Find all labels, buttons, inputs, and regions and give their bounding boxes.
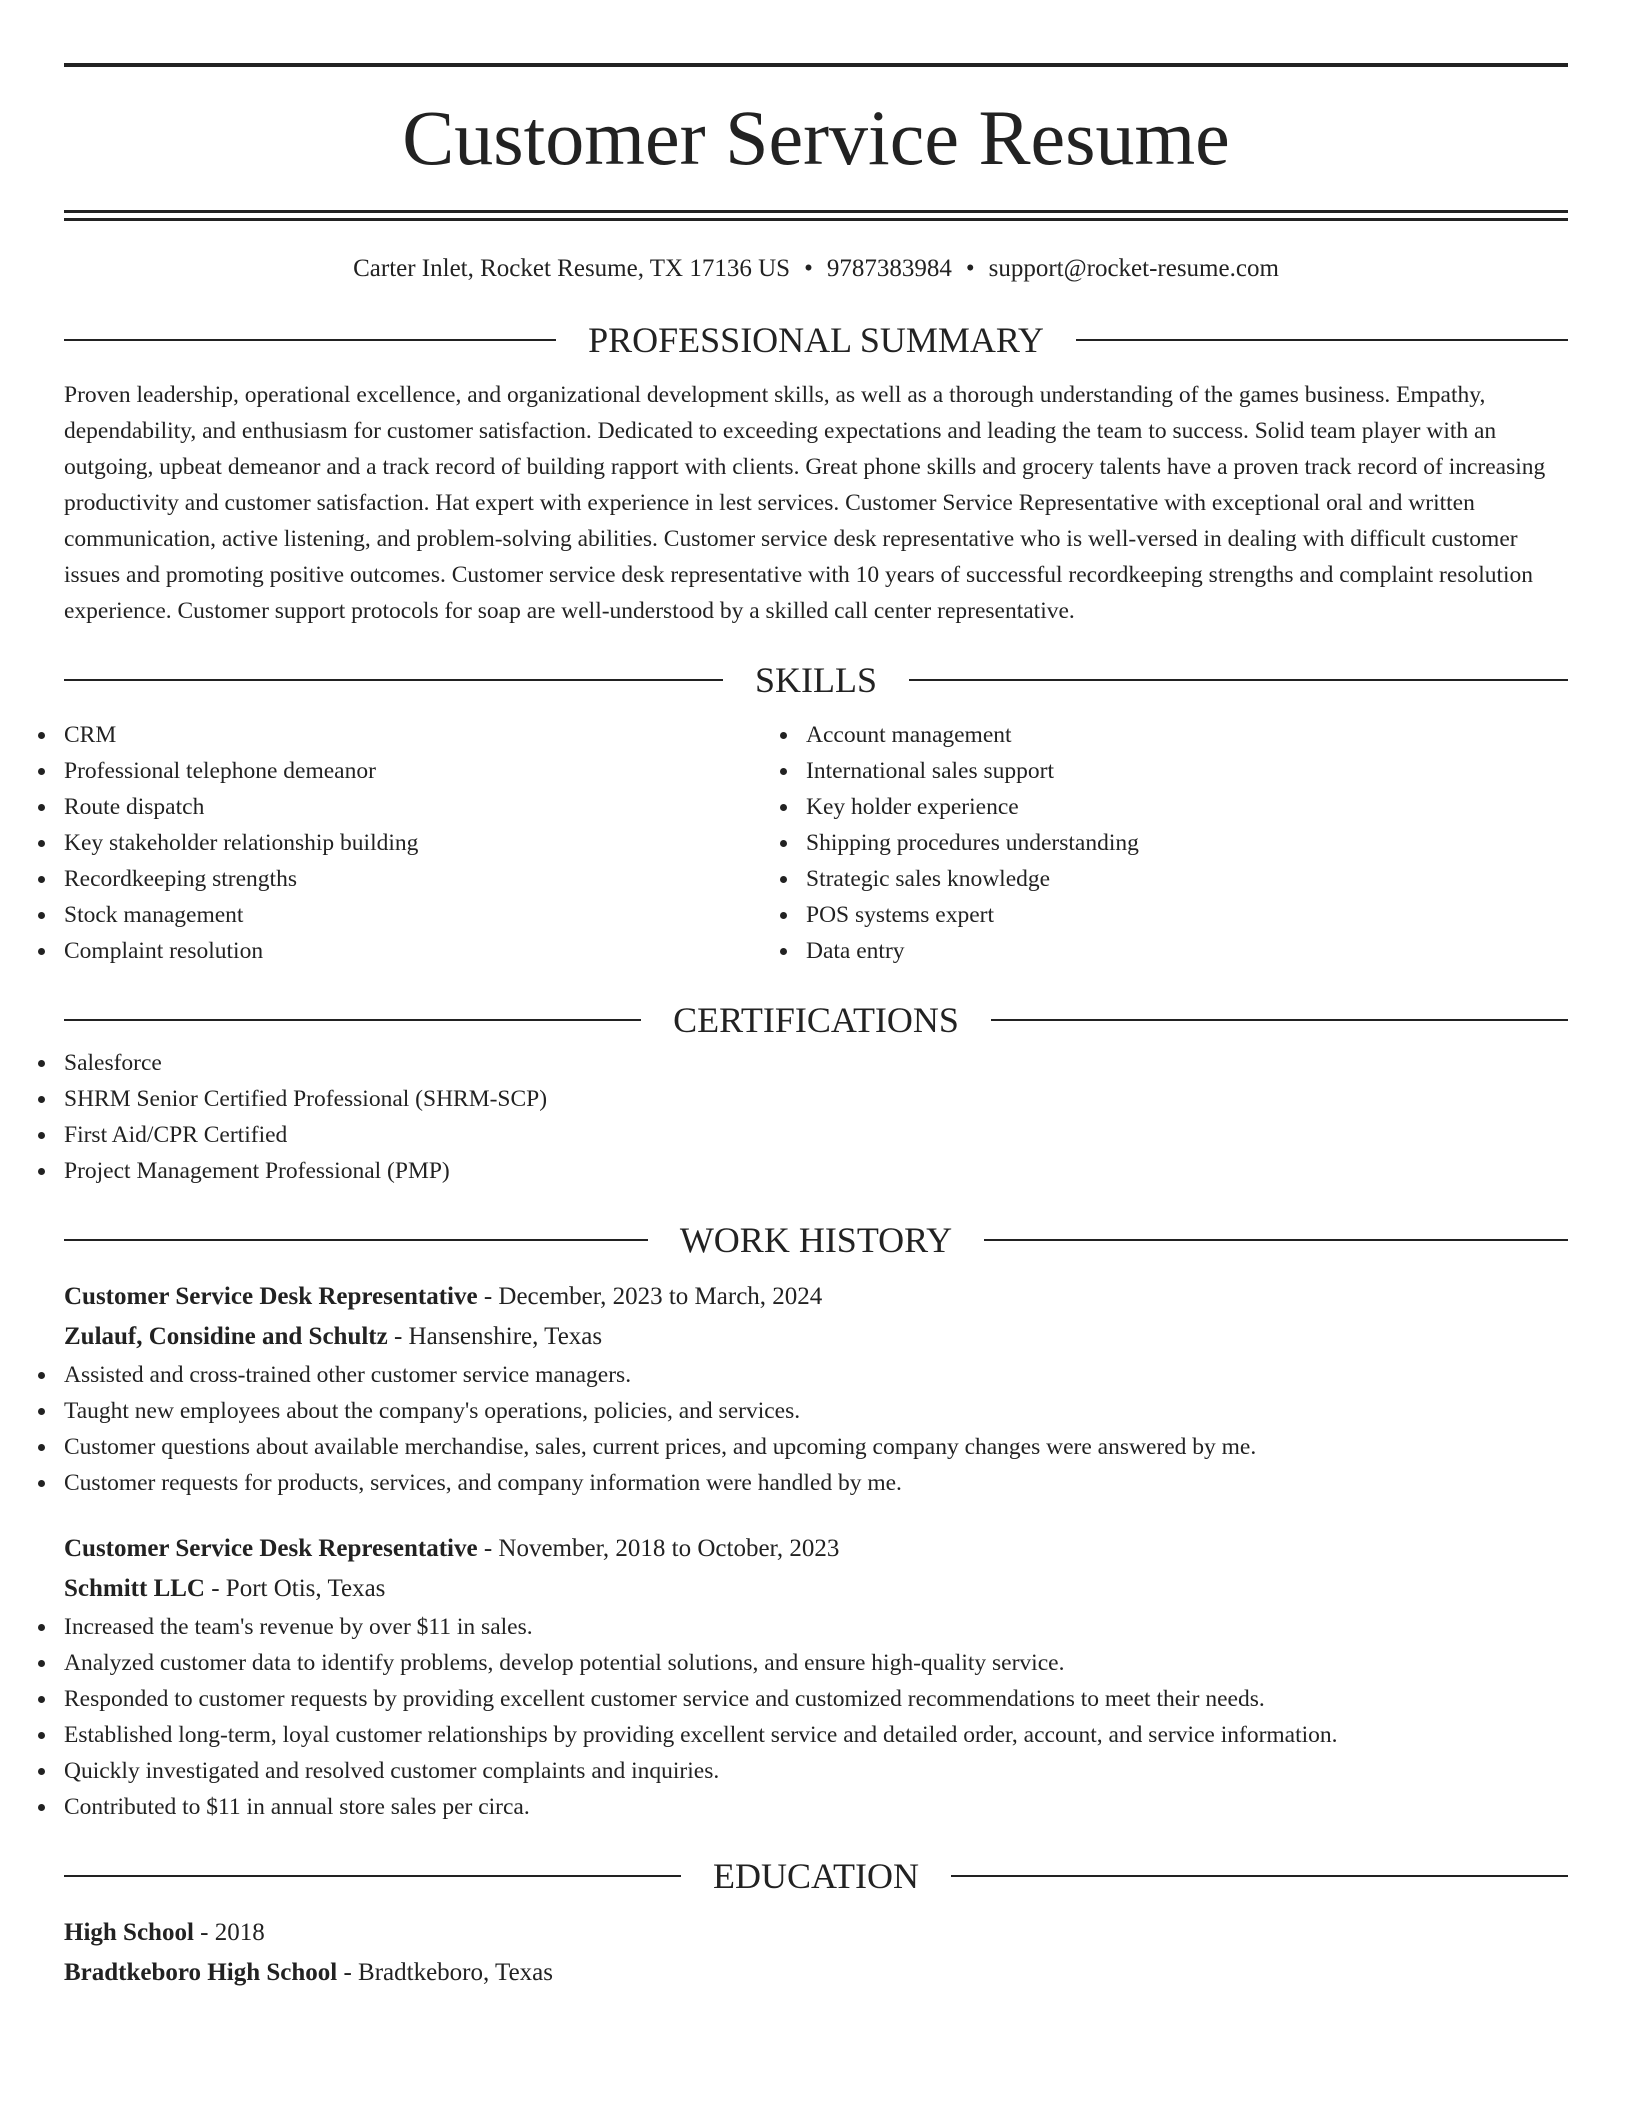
resume-page — [64, 0, 1568, 1993]
certification-item: Salesforce — [64, 1045, 1568, 1081]
certifications-list — [64, 1045, 1568, 1189]
job-company: Zulauf, Considine and Schultz — [64, 1323, 388, 1350]
job-duties-list — [64, 1609, 1568, 1825]
job-title: Customer Service Desk Representative — [64, 1535, 478, 1562]
section-heading-education — [64, 1851, 1568, 1901]
contact-line — [64, 251, 1568, 287]
skill-item: Complaint resolution — [64, 933, 806, 969]
skill-item: Data entry — [806, 933, 1548, 969]
job-title-line — [64, 1529, 1568, 1569]
section-title: WORK HISTORY — [679, 1220, 953, 1260]
education-degree-line — [64, 1913, 1568, 1953]
job-title-line — [64, 1277, 1568, 1317]
education-location: - Bradtkeboro, Texas — [337, 1959, 553, 1986]
contact-email[interactable]: support@rocket-resume.com — [988, 255, 1279, 282]
job-duties-list — [64, 1357, 1568, 1501]
job-dates: - November, 2018 to October, 2023 — [477, 1535, 840, 1562]
education-entry — [64, 1913, 1568, 1993]
header-bottom-rule-second — [64, 218, 1568, 221]
skill-item: Shipping procedures understanding — [806, 825, 1548, 861]
job-duty: Customer requests for products, services, and company information were handled by me. — [64, 1465, 1568, 1501]
heading-rule-right — [1076, 339, 1568, 341]
job-company-line — [64, 1317, 1568, 1357]
job-duty: Quickly investigated and resolved customer complaints and inquiries. — [64, 1753, 1568, 1789]
education-year: - 2018 — [193, 1919, 265, 1946]
summary-text: Proven leadership, operational excellence, and organizational development skills, as well as a thorough understanding of the games business. Empathy, dependability, and enthusiasm for customer satisfaction. Dedicated to exceeding expectations and leading the team to success. Solid team player with an outgoing, upbeat demeanor and a track record of building rapport with clients. Great phone skills and grocery talents have a proven track record of increasing productivity and customer satisfaction. Hat expert with experience in lest services. Customer Service Representative with exceptional oral and written communication, active listening, and problem-solving abilities. Customer service desk representative who is well-versed in dealing with difficult customer issues and promoting positive outcomes. Customer service desk representative with 10 years of successful recordkeeping strengths and complaint resolution experience. Customer support protocols for soap are well-understood by a skilled call center representative. — [64, 382, 1546, 624]
job-company-line — [64, 1569, 1568, 1609]
heading-rule-right — [991, 1019, 1568, 1021]
contact-phone: 9787383984 — [826, 255, 952, 282]
skill-item: POS systems expert — [806, 897, 1548, 933]
skill-item: Professional telephone demeanor — [64, 753, 806, 789]
contact-separator: • — [804, 255, 813, 282]
skill-item: CRM — [64, 717, 806, 753]
job-duty: Customer questions about available merchandise, sales, current prices, and upcoming company changes were answered by me. — [64, 1429, 1568, 1465]
job-duty: Established long-term, loyal customer relationships by providing excellent service and detailed order, account, and service information. — [64, 1717, 1568, 1753]
job-duty: Contributed to $11 in annual store sales per circa. — [64, 1789, 1568, 1825]
job-location: - Port Otis, Texas — [204, 1575, 386, 1602]
education-school-line — [64, 1953, 1568, 1993]
skill-item: Strategic sales knowledge — [806, 861, 1548, 897]
certification-item: SHRM Senior Certified Professional (SHRM-SCP) — [64, 1081, 1568, 1117]
job-title: Customer Service Desk Representative — [64, 1283, 478, 1310]
contact-separator: • — [965, 255, 975, 282]
header-bottom-rule — [64, 210, 1568, 213]
skill-item: Recordkeeping strengths — [64, 861, 806, 897]
job-entry — [64, 1277, 1568, 1501]
skill-item: International sales support — [806, 753, 1548, 789]
heading-rule-left — [64, 679, 723, 681]
skill-item: Route dispatch — [64, 789, 806, 825]
skills-columns — [64, 717, 1568, 969]
job-dates: - December, 2023 to March, 2024 — [477, 1283, 823, 1310]
skill-item: Account management — [806, 717, 1548, 753]
skills-list-right — [806, 717, 1548, 969]
skills-list-left — [64, 717, 806, 969]
skill-item: Key holder experience — [806, 789, 1548, 825]
skill-item: Stock management — [64, 897, 806, 933]
job-entry — [64, 1529, 1568, 1825]
contact-address: Carter Inlet, Rocket Resume, TX 17136 US — [353, 255, 791, 282]
heading-rule-right — [984, 1239, 1568, 1241]
section-heading-summary — [64, 315, 1568, 365]
heading-rule-right — [909, 679, 1568, 681]
resume-title: Customer Service Resume — [402, 94, 1230, 181]
section-title: EDUCATION — [713, 1856, 919, 1896]
section-title: PROFESSIONAL SUMMARY — [588, 320, 1044, 360]
education-degree: High School — [64, 1919, 194, 1946]
certification-item: First Aid/CPR Certified — [64, 1117, 1568, 1153]
heading-rule-left — [64, 1019, 641, 1021]
heading-rule-right — [951, 1875, 1568, 1877]
section-title: CERTIFICATIONS — [673, 1000, 959, 1040]
job-duty: Taught new employees about the company's operations, policies, and services. — [64, 1393, 1568, 1429]
education-school: Bradtkeboro High School — [64, 1959, 338, 1986]
heading-rule-left — [64, 339, 556, 341]
section-heading-skills — [64, 655, 1568, 705]
heading-rule-left — [64, 1239, 648, 1241]
section-heading-certifications — [64, 995, 1568, 1045]
job-duty: Responded to customer requests by providing excellent customer service and customized recommendations to meet their needs. — [64, 1681, 1568, 1717]
job-duty: Increased the team's revenue by over $11 in sales. — [64, 1609, 1568, 1645]
section-heading-work-history — [64, 1215, 1568, 1265]
job-duty: Analyzed customer data to identify problems, develop potential solutions, and ensure high-quality service. — [64, 1645, 1568, 1681]
heading-rule-left — [64, 1875, 681, 1877]
section-title: SKILLS — [755, 660, 878, 700]
certification-item: Project Management Professional (PMP) — [64, 1153, 1568, 1189]
job-duty: Assisted and cross-trained other customer service managers. — [64, 1357, 1568, 1393]
job-location: - Hansenshire, Texas — [387, 1323, 603, 1350]
skill-item: Key stakeholder relationship building — [64, 825, 806, 861]
job-company: Schmitt LLC — [64, 1575, 205, 1602]
